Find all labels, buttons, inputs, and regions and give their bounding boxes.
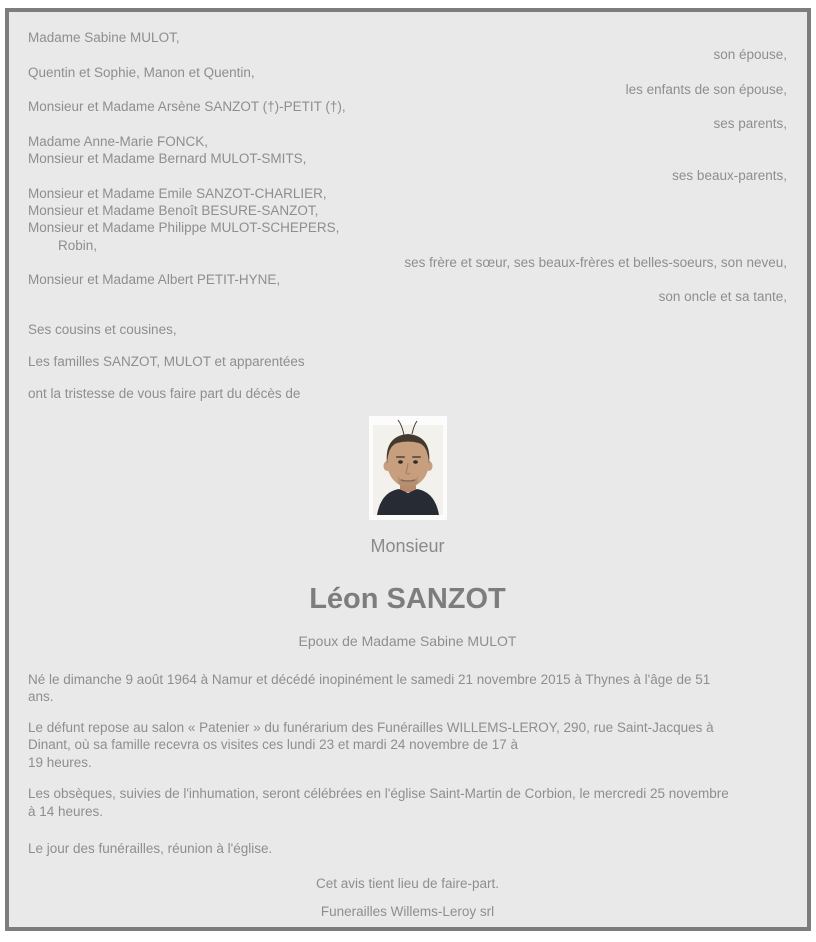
photo-row xyxy=(28,416,787,520)
paragraph-line: Le jour des funérailles, réunion à l'église. xyxy=(28,841,273,857)
relation-line: les enfants de son épouse, xyxy=(625,81,787,97)
family-line: Monsieur et Madame Bernard MULOT-SMITS, xyxy=(28,151,307,167)
paragraph-birth-death xyxy=(28,671,787,706)
relation-line: son oncle et sa tante, xyxy=(658,289,787,305)
family-line: Ses cousins et cousines, xyxy=(28,321,177,337)
family-line: Les familles SANZOT, MULOT et apparentées xyxy=(28,354,305,370)
announcement-line: ont la tristesse de vous faire part du décès de xyxy=(28,386,301,402)
paragraph-funeral-home xyxy=(28,719,787,772)
paragraph-meeting xyxy=(28,840,787,858)
deceased-subtitle: Epoux de Madame Sabine MULOT xyxy=(298,632,517,649)
family-line: Monsieur et Madame Philippe MULOT-SCHEPERS, xyxy=(28,220,340,236)
paragraph-line: Dinant, où sa famille recevra os visites ces lundi 23 et mardi 24 novembre de 17 à xyxy=(28,737,519,753)
paragraph-line: ans. xyxy=(28,689,54,705)
relation-line: son épouse, xyxy=(713,47,787,63)
relation-line: ses frère et sœur, ses beaux-frères et belles-soeurs, son neveu, xyxy=(404,254,787,270)
relation-line: ses parents, xyxy=(713,116,787,132)
family-line: Robin, xyxy=(58,237,98,253)
deceased-name: Léon SANZOT xyxy=(309,582,506,615)
family-line: Quentin et Sophie, Manon et Quentin, xyxy=(28,64,255,80)
family-list xyxy=(28,29,787,403)
salutation: Monsieur xyxy=(370,535,445,556)
funeral-home-signature: Funerailles Willems-Leroy srl xyxy=(320,904,495,920)
family-line: Madame Sabine MULOT, xyxy=(28,30,180,45)
paragraph-line: Né le dimanche 9 août 1964 à Namur et décédé inopinément le samedi 21 novembre 2015 à Thynes à l'âge de 51 xyxy=(28,671,711,687)
relation-line: ses beaux-parents, xyxy=(672,168,787,184)
obituary-card xyxy=(5,8,811,931)
family-line: Monsieur et Madame Albert PETIT-HYNE, xyxy=(28,272,281,288)
paragraph-line: Le défunt repose au salon « Patenier » du funérarium des Funérailles WILLEMS-LEROY, 290, rue Saint-Jacques à xyxy=(28,719,714,735)
family-line: Madame Anne-Marie FONCK, xyxy=(28,133,209,149)
notice-line: Cet avis tient lieu de faire-part. xyxy=(315,875,500,891)
paragraph-line: à 14 heures. xyxy=(28,803,104,819)
family-line: Monsieur et Madame Arsène SANZOT (†)-PETIT (†), xyxy=(28,99,346,115)
paragraph-line: Les obsèques, suivies de l'inhumation, seront célébrées en l'église Saint-Martin de Corbion, le mercredi 25 novembre xyxy=(28,786,729,802)
portrait-photo xyxy=(369,416,447,520)
paragraph-line: 19 heures. xyxy=(28,754,92,770)
paragraph-ceremony xyxy=(28,785,787,820)
family-line: Monsieur et Madame Benoît BESURE-SANZOT, xyxy=(28,202,319,218)
family-line: Monsieur et Madame Emile SANZOT-CHARLIER, xyxy=(28,185,327,201)
